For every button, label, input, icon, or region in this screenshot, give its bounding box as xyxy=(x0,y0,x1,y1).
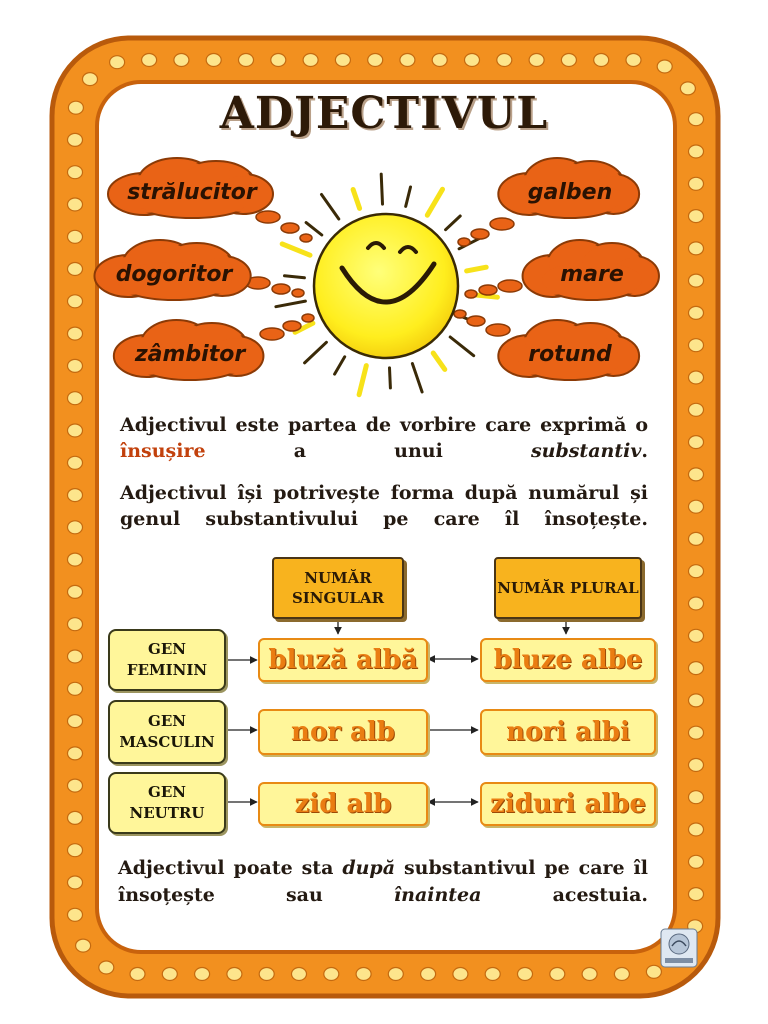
page-title: ADJECTIVUL xyxy=(219,88,549,139)
frame-bulb xyxy=(130,968,145,981)
frame-bulb xyxy=(303,54,318,67)
sun-ray xyxy=(390,368,391,388)
frame-bulb xyxy=(68,908,83,921)
frame-bulb xyxy=(76,939,91,952)
cloud-galben xyxy=(498,158,639,218)
sun-ray xyxy=(446,216,461,230)
cell-neuter-singular: zid alb xyxy=(258,782,428,826)
frame-bulb xyxy=(68,521,83,534)
frame-bulb xyxy=(206,54,221,67)
gender-masculine: GEN MASCULIN xyxy=(108,700,226,764)
sun-ray xyxy=(276,301,306,307)
cloud-zambitor xyxy=(114,320,264,380)
frame-bulb xyxy=(689,500,704,513)
frame-bulb xyxy=(142,54,157,67)
sun-ray xyxy=(467,267,487,271)
header-singular: NUMĂR SINGULAR xyxy=(272,557,404,619)
frame-bulb xyxy=(239,54,254,67)
frame-bulb xyxy=(110,56,125,69)
frame-bulb xyxy=(162,968,177,981)
cloud-label: galben xyxy=(527,180,613,205)
frame-bulb xyxy=(68,553,83,566)
frame-bulb xyxy=(388,968,403,981)
sun-ray xyxy=(335,357,345,374)
frame-bulb xyxy=(689,403,704,416)
frame-bulb xyxy=(594,54,609,67)
frame-bulb xyxy=(271,54,286,67)
cloud-label: strălucitor xyxy=(127,180,257,205)
frame-bulb xyxy=(689,565,704,578)
frame-bulb xyxy=(561,54,576,67)
cell-neuter-plural: ziduri albe xyxy=(480,782,656,826)
agreement-text: Adjectivul își potrivește forma după numărul și genul substantivului pe care îl însoțește. xyxy=(120,482,648,530)
frame-bulb xyxy=(68,876,83,889)
frame-bulb xyxy=(689,855,704,868)
cloud-dogoritor xyxy=(94,240,250,300)
frame-bulb xyxy=(421,968,436,981)
frame-bulb xyxy=(614,968,629,981)
frame-bulb xyxy=(529,54,544,67)
cloud-mare xyxy=(523,240,659,300)
frame-bulb xyxy=(68,844,83,857)
frame-bulb xyxy=(259,968,274,981)
sun-illustration xyxy=(0,150,768,400)
frame-bulb xyxy=(368,54,383,67)
gender-feminine: GEN FEMININ xyxy=(108,629,226,691)
cloud-label: dogoritor xyxy=(115,262,233,287)
frame-bulb xyxy=(582,968,597,981)
frame-bulb xyxy=(335,54,350,67)
frame-bulb xyxy=(68,424,83,437)
sun-ray xyxy=(359,366,366,395)
header-plural: NUMĂR PLURAL xyxy=(494,557,642,619)
sun-ray xyxy=(381,174,382,204)
cloud-label: mare xyxy=(560,262,624,287)
frame-bulb xyxy=(432,54,447,67)
sun-ray xyxy=(450,337,474,356)
frame-bulb xyxy=(324,968,339,981)
cloud-stralucitor xyxy=(108,158,273,218)
sun-ray xyxy=(353,190,360,209)
cloud-label: zâmbitor xyxy=(134,342,246,367)
frame-bulb xyxy=(689,436,704,449)
sun-ray xyxy=(433,353,445,369)
sun-ray xyxy=(305,342,327,363)
cell-feminine-singular: bluză albă xyxy=(258,638,428,682)
frame-bulb xyxy=(497,54,512,67)
frame-bulb xyxy=(195,968,210,981)
cell-masculine-singular: nor alb xyxy=(258,709,428,755)
frame-bulb xyxy=(689,532,704,545)
frame-bulb xyxy=(453,968,468,981)
emphasis-word: substantiv xyxy=(530,440,642,462)
frame-bulb xyxy=(356,968,371,981)
frame-bulb xyxy=(518,968,533,981)
sun-ray xyxy=(285,276,305,278)
frame-bulb xyxy=(68,585,83,598)
frame-bulb xyxy=(400,54,415,67)
definition-text: Adjectivul este partea de vorbire care exprimă o însușire a unui substantiv. xyxy=(120,414,648,462)
frame-bulb xyxy=(485,968,500,981)
frame-bulb xyxy=(657,60,672,73)
cloud-label: rotund xyxy=(528,342,612,367)
frame-bulb xyxy=(689,888,704,901)
frame-bulb xyxy=(626,54,641,67)
frame-bulb xyxy=(292,968,307,981)
sun-ray xyxy=(427,189,442,215)
frame-bulb xyxy=(68,489,83,502)
cloud-rotund xyxy=(498,320,639,380)
cell-feminine-plural: bluze albe xyxy=(480,638,656,682)
frame-bulb xyxy=(550,968,565,981)
highlight-word: însușire xyxy=(120,440,206,462)
cell-masculine-plural: nori albi xyxy=(480,709,656,755)
frame-bulb xyxy=(83,73,98,86)
frame-bulb xyxy=(227,968,242,981)
frame-bulb xyxy=(465,54,480,67)
sun-face xyxy=(314,214,458,358)
gender-neuter: GEN NEUTRU xyxy=(108,772,226,834)
sun-ray xyxy=(406,187,411,206)
frame-bulb xyxy=(68,456,83,469)
sun-ray xyxy=(282,244,310,255)
sun-ray xyxy=(412,364,422,392)
badge-logo-icon xyxy=(660,928,698,968)
frame-bulb xyxy=(99,961,114,974)
frame-bulb xyxy=(174,54,189,67)
sun-ray xyxy=(322,195,339,220)
frame-bulb xyxy=(689,468,704,481)
position-note: Adjectivul poate sta după substantivul pe care îl însoțește sau înaintea acestuia. xyxy=(118,857,648,906)
sun-ray xyxy=(306,223,322,235)
